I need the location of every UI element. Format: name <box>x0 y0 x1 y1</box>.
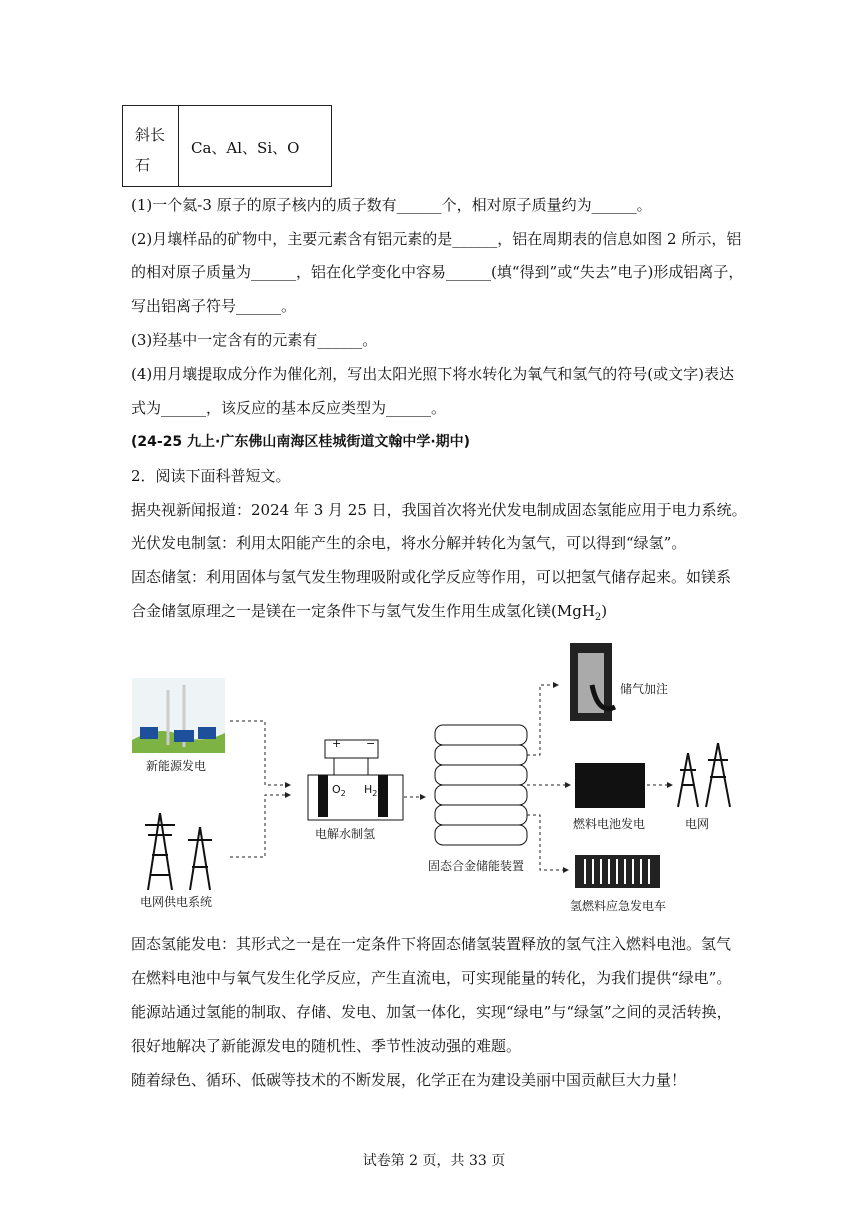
electrolysis-cell <box>308 740 403 820</box>
page-footer: 试卷第 2 页，共 33 页 <box>362 1153 506 1169</box>
grid-supply-label: 电网供电系统 <box>140 895 213 909</box>
question-4-line1: (4)用月壤提取成分作为催化剂，写出太阳光照下将水转化为氧气和氢气的符号(或文字)表达 <box>131 365 734 383</box>
paragraph-3-line2: 合金储氢原理之一是镁在一定条件下与氢气发生作用生成氢化镁(MgH$_2$) <box>131 602 608 623</box>
mineral-name-line2: 石 <box>135 156 151 174</box>
vehicle-icon <box>575 855 660 888</box>
new-energy-label: 新能源发电 <box>146 759 207 773</box>
mineral-table <box>122 105 332 187</box>
new-energy-image <box>132 678 225 753</box>
o2-label: $O_2$ <box>332 783 346 799</box>
paragraph-4-line2: 在燃料电池中与氧气发生化学反应，产生直流电，可实现能量的转化，为我们提供“绿电”。 <box>131 969 732 987</box>
h2-label: $H_2$ <box>364 783 378 799</box>
paragraph-4-line1: 固态氢能发电：其形式之一是在一定条件下将固态储氢装置释放的氢气注入燃料电池。氢气 <box>131 935 732 953</box>
refuel-label: 储气加注 <box>620 682 669 696</box>
paragraph-1: 据央视新闻报道：2024 年 3 月 25 日，我国首次将光伏发电制成固态氢能应用于电力系统。 <box>131 501 747 519</box>
storage-label: 固态合金储能装置 <box>428 859 525 873</box>
diagram-svg <box>120 635 760 920</box>
grid-label: 电网 <box>685 817 710 831</box>
source-note: (24-25 九上·广东佛山南海区桂城街道文翰中学·期中) <box>131 434 471 450</box>
grid-tower-left-icon <box>145 813 212 890</box>
fuel-cell-icon <box>575 763 645 808</box>
paragraph-6: 随着绿色、循环、低碳等技术的不断发展，化学正在为建设美丽中国贡献巨大力量！ <box>131 1071 687 1089</box>
hydrogen-energy-diagram <box>120 635 760 920</box>
question-1: (1)一个氦-3 原子的原子核内的质子数有______个，相对原子质量约为______。 <box>131 196 652 214</box>
paragraph-5-line2: 很好地解决了新能源发电的随机性、季节性波动强的难题。 <box>131 1037 522 1055</box>
mineral-name-line1: 斜长 <box>135 126 166 144</box>
table-divider <box>178 106 179 186</box>
grid-tower-right-icon <box>678 743 730 807</box>
question-2-line1: (2)月壤样品的矿物中，主要元素含有铝元素的是______，铝在周期表的信息如图 2 所示，铝 <box>131 230 742 248</box>
question-4-line2: 式为______，该反应的基本反应类型为______。 <box>131 399 447 417</box>
question-3: (3)羟基中一定含有的元素有______。 <box>131 331 378 349</box>
fuel-cell-label: 燃料电池发电 <box>573 817 646 831</box>
refuel-station-icon <box>570 643 615 721</box>
question-2-line2: 的相对原子质量为______，铝在化学变化中容易______(填“得到”或“失去”电子)形成铝离子， <box>131 263 744 281</box>
paragraph-2: 光伏发电制氢：利用太阳能产生的余电，将水分解并转化为氢气，可以得到“绿氢”。 <box>131 534 687 552</box>
electrolysis-label: 电解水制氢 <box>315 827 376 841</box>
plus-sign: + <box>332 737 342 750</box>
vehicle-label: 氢燃料应急发电车 <box>570 899 667 913</box>
storage-stack <box>435 725 527 845</box>
table-cell-mineral <box>135 120 165 180</box>
minus-sign: − <box>366 737 376 750</box>
paragraph-3-line1: 固态储氢：利用固体与氢气发生物理吸附或化学反应等作用，可以把氢气储存起来。如镁系 <box>131 568 732 586</box>
question-2-title: 2．阅读下面科普短文。 <box>131 467 291 485</box>
question-2-line3: 写出铝离子符号______。 <box>131 297 297 315</box>
table-cell-elements: Ca、Al、Si、O <box>191 139 300 157</box>
paragraph-5-line1: 能源站通过氢能的制取、存储、发电、加氢一体化，实现“绿电”与“绿氢”之间的灵活转换， <box>131 1003 732 1021</box>
